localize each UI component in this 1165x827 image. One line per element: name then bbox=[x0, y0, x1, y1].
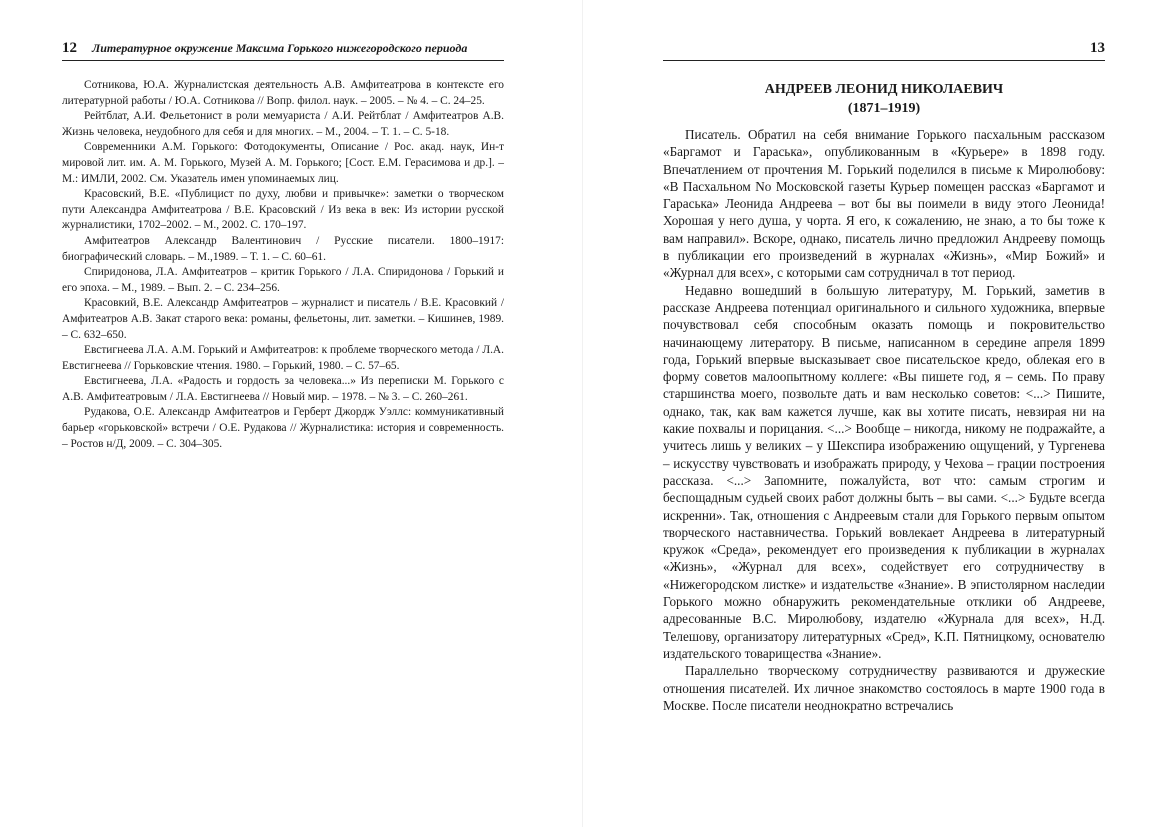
body-paragraph: Недавно вошедший в большую литературу, М. Горький, заметив в рассказе Андреева потенциал оригинального и сильного художника, впервые почувствовал себя способным оказать помощь и покровительство начинающему литератору. В письме, написанном в середине апреля 1899 года, Горький впервые высказывает свое писательское кредо, облекая его в форму советов малоопытному коллеге: «Вы пишете год, я – семь. По праву старшинства моего, позвольте дать и вам несколько советов: <...> Пишите, однако, так, как вам кажется лучше, как вы хотите писать, невзирая ни на какие похвалы и порицания. <...> Вообще – никогда, никому не подражайте, а учитесь лишь у великих – у Шекспира изображению ощущений, у Тургенева – искусству чувствовать и изображать природу, у Чехова – грации построения рассказа. <...> Запомните, пожалуйста, вот что: самым строгим и беспощадным судьей своих работ должны быть – вы сами. <...> Будьте всегда искренни». Так, отношения с Андреевым стали для Горького первым опытом творческого наставничества. Горький вовлекает Андреева в литературный кружок «Среда», рекомендует его произведения к публикации в журналах «Жизнь», «Журнал для всех», содействует его сотрудничеству в «Нижегородском листке» и издательстве «Знание». В эпистолярном наследии Горького можно обнаружить рекомендательные отклики об Андрееве, адресованные В.С. Миролюбову, издателю «Журнала для всех», Н.Д. Телешову, организатору литературных «Сред», К.П. Пятницкому, основателю издательского товарищества «Знание». bbox=[663, 282, 1105, 661]
reference-list bbox=[62, 78, 504, 452]
page-number: 13 bbox=[1090, 40, 1105, 56]
reference-item: Рейтблат, А.И. Фельетонист в роли мемуариста / А.И. Рейтблат / Амфитеатров А.В. Жизнь человека, неудобного для себя и для многих. – М., 2004. – Т. 1. – С. 5-18. bbox=[62, 110, 504, 138]
left-page bbox=[0, 0, 582, 827]
reference-item: Красовкий, В.Е. Александр Амфитеатров – журналист и писатель / В.Е. Красовкий / Амфитеатров А.В. Закат старого века: романы, фельетоны, лит. заметки. – Кишинев, 1989. – С. 632–650. bbox=[62, 297, 504, 341]
body-paragraph: Писатель. Обратил на себя внимание Горького пасхальным рассказом «Баргамот и Гараська», опубликованным в «Курьере» в 1898 году. Впечатлением от прочтения М. Горький поделился в письме к Миролюбову: «В Пасхальном No Московской газеты Курьер помещен рассказ «Баргамот и Гараська» Леонида Андреева – вот бы вы поимели в виду этого Леонида! Хорошая у него душа, у чорта. Я его, к сожалению, не знаю, а то бы тоже к вам направил». Вскоре, однако, писатель лично предложил Андрееву помощь в публикации его произведений в журналах «Жизнь», «Мир Божий» и «Журнал для всех», с которыми сам сотрудничал в тот период. bbox=[663, 127, 1105, 281]
left-page-header bbox=[62, 38, 504, 61]
reference-item: Современники А.М. Горького: Фотодокументы, Описание / Рос. акад. наук, Ин-т мировой лит. им. А. М. Горького, Музей А. М. Горького; [Сост. Е.М. Герасимова и др.]. – М.: ИМЛИ, 2002. См. Указатель имен упоминаемых лиц. bbox=[62, 141, 504, 185]
article-body bbox=[663, 126, 1105, 714]
reference-item: Евстигнеева, Л.А. «Радость и гордость за человека...» Из переписки М. Горького с А.В. Амфитеатровым / Л.А. Евстигнеева // Новый мир. – 1978. – № 3. – С. 260–261. bbox=[62, 375, 504, 403]
reference-item: Евстигнеева Л.А. А.М. Горький и Амфитеатров: к проблеме творческого метода / Л.А. Евстигнеева // Горьковские чтения. 1980. – Горький, 1980. – С. 57–65. bbox=[62, 344, 504, 372]
right-page bbox=[583, 0, 1165, 827]
reference-item: Красовский, В.Е. «Публицист по духу, любви и привычке»: заметки о творческом пути Александра Амфитеатрова / В.Е. Красовский / Из века в век: Из истории русской журналистики, 1702–2002. – М., 2002. С. 170–197. bbox=[62, 188, 504, 232]
article-heading: АНДРЕЕВ ЛЕОНИД НИКОЛАЕВИЧ bbox=[764, 82, 1004, 97]
reference-item: Амфитеатров Александр Валентинович / Русские писатели. 1800–1917: биографический словарь. – М.,1989. – Т. 1. – С. 60–61. bbox=[62, 234, 504, 263]
page-number: 12 bbox=[62, 40, 77, 56]
article-title bbox=[663, 80, 1105, 118]
reference-item: Сотникова, Ю.А. Журналистская деятельность А.В. Амфитеатрова в контексте его литературной работы / Ю.А. Сотникова // Вопр. филол. наук. – 2005. – № 4. – С. 24–25. bbox=[62, 79, 504, 107]
body-paragraph: Параллельно творческому сотрудничеству развиваются и дружеские отношения писателей. Их личное знакомство состоялось в марте 1900 года в Москве. После писатели неоднократно встречались bbox=[663, 663, 1105, 713]
life-dates: (1871–1919) bbox=[847, 101, 921, 116]
reference-item: Рудакова, О.Е. Александр Амфитеатров и Герберт Джордж Уэллс: коммуникативный барьер «горьковской» встречи / О.Е. Рудакова // Журналистика: история и современность. – Ростов н/Д, 2009. – С. 304–305. bbox=[62, 406, 504, 450]
reference-item: Спиридонова, Л.А. Амфитеатров – критик Горького / Л.А. Спиридонова / Горький и его эпоха. – М., 1989. – Вып. 2. – С. 234–256. bbox=[62, 266, 504, 294]
running-title: Литературное окружение Максима Горького нижегородского периода bbox=[92, 41, 468, 55]
right-page-header bbox=[663, 38, 1105, 61]
